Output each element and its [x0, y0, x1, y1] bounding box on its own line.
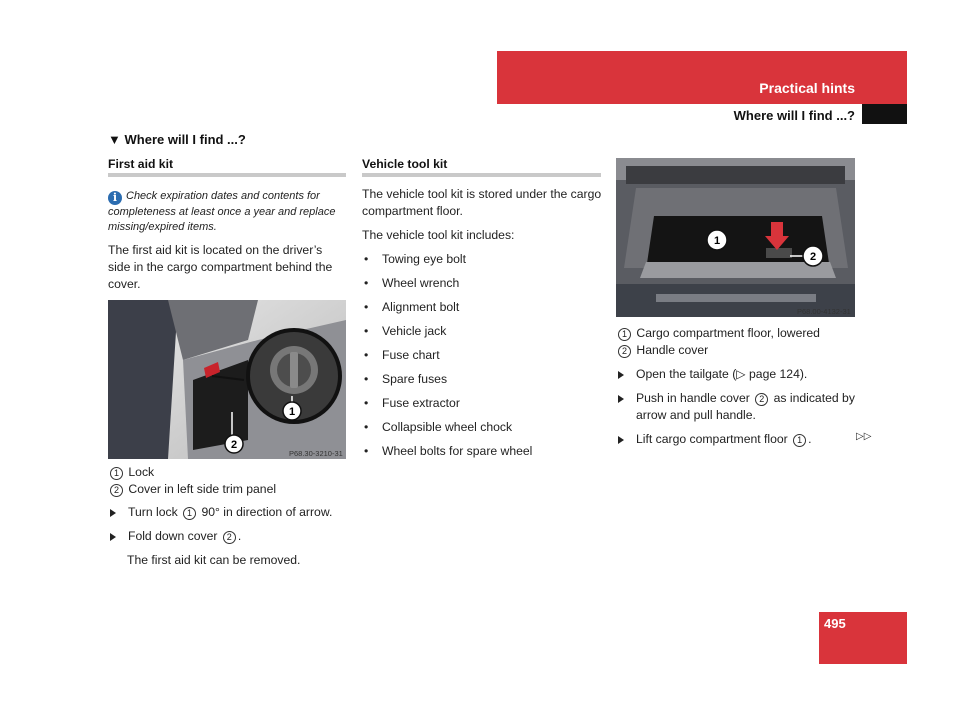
callout-number: 2	[110, 484, 123, 497]
svg-text:1: 1	[713, 235, 721, 247]
list-item: • Spare fuses	[362, 371, 602, 388]
step-item	[616, 431, 866, 448]
svg-text:2: 2	[809, 251, 817, 263]
paragraph-text: The vehicle tool kit is stored under the cargo compartment floor.	[362, 187, 602, 218]
callout-number: 1	[618, 328, 631, 341]
tool-kit-heading: Vehicle tool kit	[362, 157, 448, 171]
cargo-floor-illustration	[616, 158, 855, 317]
chapter-title: Practical hints	[759, 80, 855, 96]
step-item	[616, 366, 866, 383]
page-heading-text: Where will I find ...?	[124, 132, 246, 147]
paragraph-text: The vehicle tool kit includes:	[362, 228, 515, 242]
first-aid-legend	[108, 464, 348, 498]
note-text: Check expiration dates and contents for completeness at least once a year and replace missing/expired items.	[108, 190, 336, 233]
callout-number: 1	[183, 507, 196, 520]
step-text: .	[237, 529, 242, 543]
page-heading	[108, 132, 246, 147]
page-number: 495	[824, 616, 846, 631]
step-text: as indicated by arrow and pull handle.	[636, 391, 855, 422]
callout-number: 1	[110, 467, 123, 480]
legend-text: Handle cover	[636, 343, 709, 357]
list-item: • Wheel bolts for spare wheel	[362, 443, 602, 460]
list-item: • Vehicle jack	[362, 323, 602, 340]
callout-number: 1	[793, 434, 806, 447]
list-item: • Wheel wrench	[362, 275, 602, 292]
removal-note: The first aid kit can be removed.	[127, 553, 301, 567]
legend-item	[108, 464, 348, 481]
step-text: Push in handle cover	[636, 391, 750, 405]
tool-list	[362, 251, 602, 460]
svg-text:1: 1	[288, 406, 296, 418]
step-text: Turn lock	[128, 505, 178, 519]
legend-item	[616, 325, 876, 342]
list-item: • Collapsible wheel chock	[362, 419, 602, 436]
divider	[362, 173, 601, 177]
first-aid-heading: First aid kit	[108, 157, 174, 171]
cargo-steps	[616, 366, 866, 448]
paragraph-text: The first aid kit is located on the driver’s side in the cargo compartment behind the cover.	[108, 243, 333, 291]
first-aid-kit-illustration	[108, 300, 346, 459]
tool-kit-text	[362, 186, 602, 467]
legend-text: Lock	[128, 465, 155, 479]
step-item	[616, 390, 866, 424]
step-text: Lift cargo compartment floor	[636, 432, 788, 446]
chapter-banner	[497, 51, 907, 104]
list-item: • Fuse chart	[362, 347, 602, 364]
svg-text:2: 2	[230, 439, 238, 451]
first-aid-photo	[108, 300, 346, 459]
callout-number: 2	[223, 531, 236, 544]
list-item: • Towing eye bolt	[362, 251, 602, 268]
bullet-arrow-icon	[110, 509, 116, 517]
step-text: .	[808, 432, 812, 446]
divider	[108, 173, 346, 177]
info-note	[108, 189, 348, 234]
triangle-down-icon: ▼	[108, 132, 121, 147]
step-text: Open the tailgate (▷ page 124).	[636, 367, 808, 381]
image-code: P68.00-4132-31	[797, 307, 851, 316]
callout-number: 2	[755, 393, 768, 406]
legend-text: Cover in left side trim panel	[128, 482, 277, 496]
step-text: Fold down cover	[128, 529, 218, 543]
first-aid-steps	[108, 504, 353, 569]
list-item: • Alignment bolt	[362, 299, 602, 316]
continue-arrows-icon: ▷▷	[856, 431, 872, 442]
callout-number: 2	[618, 345, 631, 358]
cargo-legend	[616, 325, 876, 359]
cargo-floor-photo	[616, 158, 855, 317]
info-icon: i	[108, 191, 122, 205]
bullet-arrow-icon	[110, 533, 116, 541]
thumb-tab	[862, 104, 907, 124]
legend-item	[616, 342, 876, 359]
step-text: 90° in direction of arrow.	[201, 505, 333, 519]
list-item: • Fuse extractor	[362, 395, 602, 412]
legend-item	[108, 481, 348, 498]
bullet-arrow-icon	[618, 395, 624, 403]
step-item	[108, 504, 353, 521]
legend-text: Cargo compartment floor, lowered	[636, 326, 820, 340]
bullet-arrow-icon	[618, 436, 624, 444]
step-item	[108, 528, 353, 545]
bullet-arrow-icon	[618, 371, 624, 379]
image-code: P68.30-3210-31	[289, 449, 343, 458]
section-title: Where will I find ...?	[733, 108, 855, 123]
first-aid-paragraph	[108, 242, 348, 293]
